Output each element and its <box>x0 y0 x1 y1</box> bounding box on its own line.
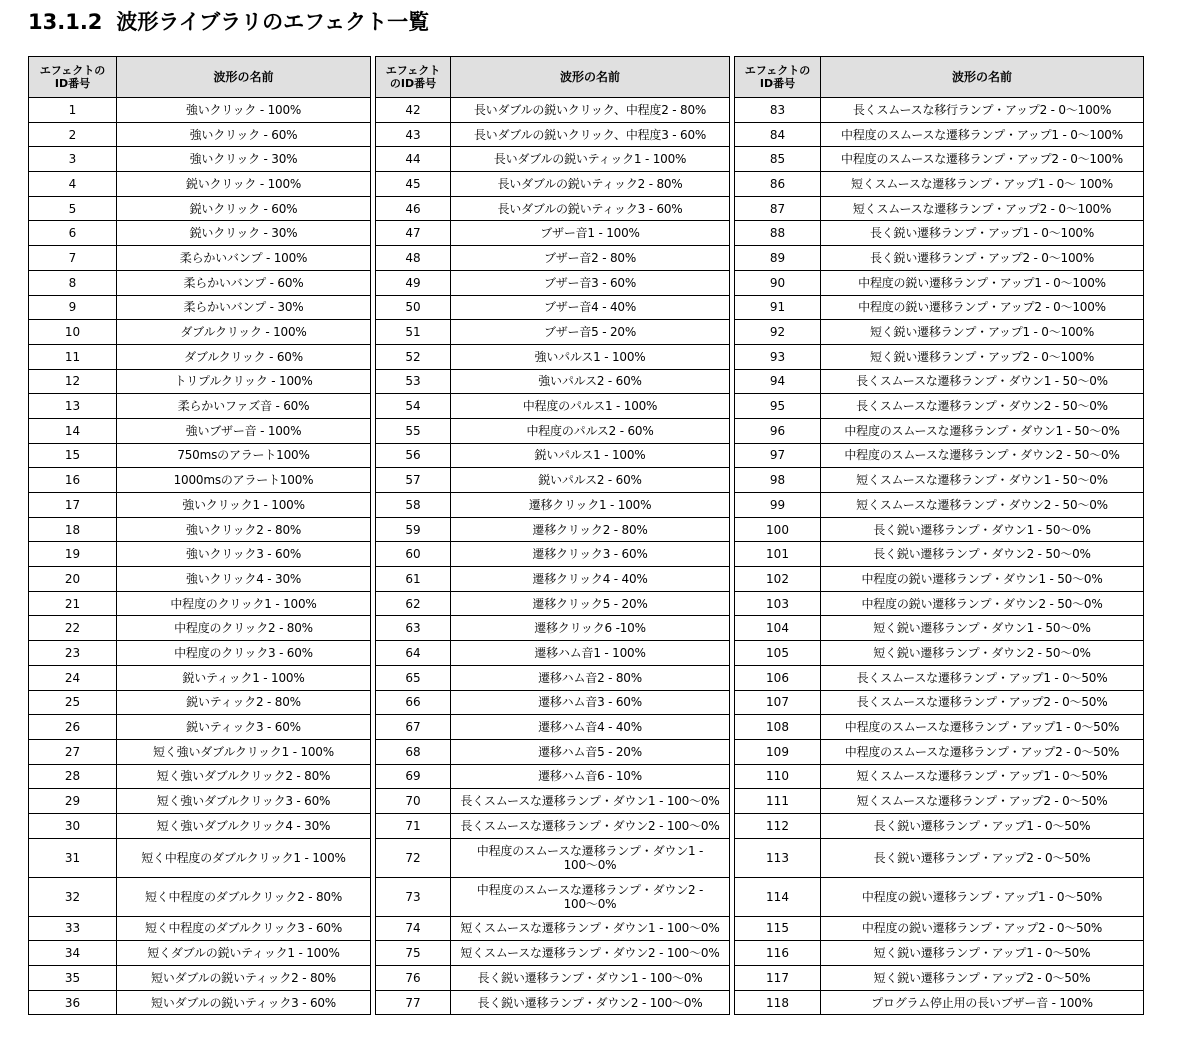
table-row <box>29 270 1144 295</box>
effect-name: 遷移ハム音3 - 60% <box>451 690 730 715</box>
effect-name: 短く鋭い遷移ランプ・アップ2 - 0～100% <box>821 344 1144 369</box>
effect-id: 91 <box>735 295 821 320</box>
table-body <box>29 98 1144 1015</box>
effect-id: 54 <box>376 394 451 419</box>
effect-id: 102 <box>735 567 821 592</box>
effect-name: 中程度のパルス1 - 100% <box>451 394 730 419</box>
effect-id: 110 <box>735 764 821 789</box>
effect-name: 鋭いティック3 - 60% <box>117 715 371 740</box>
table-row <box>29 813 1144 838</box>
effect-id: 117 <box>735 966 821 991</box>
effect-id: 48 <box>376 246 451 271</box>
effect-id: 45 <box>376 172 451 197</box>
effect-name: 長くスムースな遷移ランプ・ダウン2 - 100～0% <box>451 813 730 838</box>
effect-name: 長く鋭い遷移ランプ・ダウン1 - 50～0% <box>821 517 1144 542</box>
effect-name: 長くスムースな遷移ランプ・アップ2 - 0～50% <box>821 690 1144 715</box>
effect-id: 85 <box>735 147 821 172</box>
effect-id: 103 <box>735 591 821 616</box>
effect-name: 強いパルス2 - 60% <box>451 369 730 394</box>
effect-name: 長いダブルの鋭いクリック、中程度2 - 80% <box>451 98 730 123</box>
effect-id: 49 <box>376 270 451 295</box>
effect-id: 68 <box>376 739 451 764</box>
table-row <box>29 941 1144 966</box>
effect-id: 32 <box>29 877 117 916</box>
effect-name: 短く鋭い遷移ランプ・ダウン2 - 50～0% <box>821 641 1144 666</box>
effect-id: 87 <box>735 196 821 221</box>
effect-id: 59 <box>376 517 451 542</box>
table-row <box>29 147 1144 172</box>
effect-name: 鋭いパルス1 - 100% <box>451 443 730 468</box>
effect-name: 短くスムースな遷移ランプ・アップ2 - 0～100% <box>821 196 1144 221</box>
effect-name: 短いダブルの鋭いティック2 - 80% <box>117 966 371 991</box>
effect-id: 72 <box>376 838 451 877</box>
effect-name: 遷移ハム音2 - 80% <box>451 665 730 690</box>
effect-id: 53 <box>376 369 451 394</box>
table-row <box>29 98 1144 123</box>
effect-id: 12 <box>29 369 117 394</box>
table-row <box>29 295 1144 320</box>
effect-name: 中程度のクリック1 - 100% <box>117 591 371 616</box>
effect-name: 強いクリック4 - 30% <box>117 567 371 592</box>
effect-name: 遷移クリック1 - 100% <box>451 493 730 518</box>
effect-id: 114 <box>735 877 821 916</box>
effect-name: 鋭いクリック - 100% <box>117 172 371 197</box>
name-header: 波形の名前 <box>821 57 1144 98</box>
effect-id: 22 <box>29 616 117 641</box>
effect-id: 86 <box>735 172 821 197</box>
effect-id: 21 <box>29 591 117 616</box>
effect-name: 柔らかいファズ音 - 60% <box>117 394 371 419</box>
effect-id: 35 <box>29 966 117 991</box>
effect-id: 63 <box>376 616 451 641</box>
effect-name: 長くスムースな移行ランプ・アップ2 - 0～100% <box>821 98 1144 123</box>
effect-id: 118 <box>735 990 821 1015</box>
effect-name: 長いダブルの鋭いティック2 - 80% <box>451 172 730 197</box>
effect-name: 短くスムースな遷移ランプ・ダウン2 - 50～0% <box>821 493 1144 518</box>
effect-name: 強いクリック - 60% <box>117 122 371 147</box>
effect-name: 柔らかいバンプ - 100% <box>117 246 371 271</box>
table-row <box>29 715 1144 740</box>
table-row <box>29 916 1144 941</box>
effect-name: 強いクリック - 100% <box>117 98 371 123</box>
effect-id: 50 <box>376 295 451 320</box>
effect-name: 1000msのアラート100% <box>117 468 371 493</box>
effect-id: 71 <box>376 813 451 838</box>
effect-name: 短くスムースな遷移ランプ・アップ1 - 0～50% <box>821 764 1144 789</box>
effect-id: 26 <box>29 715 117 740</box>
effect-id: 10 <box>29 320 117 345</box>
effect-name: 遷移ハム音1 - 100% <box>451 641 730 666</box>
effect-name: 短くスムースな遷移ランプ・ダウン2 - 100～0% <box>451 941 730 966</box>
effect-name: ダブルクリック - 100% <box>117 320 371 345</box>
effect-name: 中程度のクリック2 - 80% <box>117 616 371 641</box>
table-row <box>29 246 1144 271</box>
id-header: エフェクト のID番号 <box>376 57 451 98</box>
effect-id: 83 <box>735 98 821 123</box>
effect-name: 中程度の鋭い遷移ランプ・アップ1 - 0～50% <box>821 877 1144 916</box>
effect-name: 柔らかいバンプ - 60% <box>117 270 371 295</box>
effect-name: 中程度のスムースな遷移ランプ・アップ1 - 0～100% <box>821 122 1144 147</box>
table-row <box>29 493 1144 518</box>
effect-id: 61 <box>376 567 451 592</box>
effect-name: 中程度のスムースな遷移ランプ・ダウン2 - 50～0% <box>821 443 1144 468</box>
effect-id: 24 <box>29 665 117 690</box>
effect-id: 42 <box>376 98 451 123</box>
effect-name: 鋭いティック2 - 80% <box>117 690 371 715</box>
effect-id: 43 <box>376 122 451 147</box>
effect-id: 65 <box>376 665 451 690</box>
effect-name: 強いクリック - 30% <box>117 147 371 172</box>
effect-name: 長くスムースな遷移ランプ・アップ1 - 0～50% <box>821 665 1144 690</box>
effect-id: 9 <box>29 295 117 320</box>
id-header: エフェクトの ID番号 <box>29 57 117 98</box>
table-row <box>29 468 1144 493</box>
effect-name: 短く強いダブルクリック1 - 100% <box>117 739 371 764</box>
effect-id: 17 <box>29 493 117 518</box>
table-row <box>29 517 1144 542</box>
effect-id: 84 <box>735 122 821 147</box>
effect-name: 長く鋭い遷移ランプ・ダウン1 - 100～0% <box>451 966 730 991</box>
effect-name: 中程度のクリック3 - 60% <box>117 641 371 666</box>
effect-id: 116 <box>735 941 821 966</box>
effect-id: 51 <box>376 320 451 345</box>
effect-id: 112 <box>735 813 821 838</box>
effect-name: ブザー音5 - 20% <box>451 320 730 345</box>
effect-id: 88 <box>735 221 821 246</box>
effect-id: 6 <box>29 221 117 246</box>
effect-id: 33 <box>29 916 117 941</box>
effect-name: ブザー音1 - 100% <box>451 221 730 246</box>
title-text: 波形ライブラリのエフェクト一覧 <box>116 10 430 34</box>
effect-id: 57 <box>376 468 451 493</box>
effect-name: 中程度の鋭い遷移ランプ・アップ2 - 0～50% <box>821 916 1144 941</box>
effect-name: 鋭いティック1 - 100% <box>117 665 371 690</box>
effect-id: 89 <box>735 246 821 271</box>
effect-name: 中程度のスムースな遷移ランプ・ダウン2 - 100～0% <box>451 877 730 916</box>
effect-id: 70 <box>376 789 451 814</box>
effect-id: 18 <box>29 517 117 542</box>
effect-id: 109 <box>735 739 821 764</box>
effect-name: 750msのアラート100% <box>117 443 371 468</box>
effect-name: 長いダブルの鋭いティック3 - 60% <box>451 196 730 221</box>
effect-name: 中程度のスムースな遷移ランプ・アップ2 - 0～100% <box>821 147 1144 172</box>
effect-id: 5 <box>29 196 117 221</box>
effect-name: 短くダブルの鋭いティック1 - 100% <box>117 941 371 966</box>
effect-id: 96 <box>735 418 821 443</box>
effect-name: 長くスムースな遷移ランプ・ダウン1 - 50～0% <box>821 369 1144 394</box>
effect-name: 短く中程度のダブルクリック2 - 80% <box>117 877 371 916</box>
effect-id: 47 <box>376 221 451 246</box>
effect-id: 101 <box>735 542 821 567</box>
effect-name: 長く鋭い遷移ランプ・アップ1 - 0～50% <box>821 813 1144 838</box>
effect-id: 2 <box>29 122 117 147</box>
table-row <box>29 789 1144 814</box>
table-row <box>29 172 1144 197</box>
effect-name: 遷移ハム音4 - 40% <box>451 715 730 740</box>
effect-id: 23 <box>29 641 117 666</box>
effect-id: 52 <box>376 344 451 369</box>
effect-id: 36 <box>29 990 117 1015</box>
effect-id: 97 <box>735 443 821 468</box>
effect-name: 長く鋭い遷移ランプ・アップ1 - 0～100% <box>821 221 1144 246</box>
effect-name: 短くスムースな遷移ランプ・ダウン1 - 100～0% <box>451 916 730 941</box>
effect-id: 58 <box>376 493 451 518</box>
effect-name: 中程度の鋭い遷移ランプ・アップ2 - 0～100% <box>821 295 1144 320</box>
effect-name: 短くスムースな遷移ランプ・ダウン1 - 50～0% <box>821 468 1144 493</box>
table-row <box>29 838 1144 877</box>
effect-id: 95 <box>735 394 821 419</box>
name-header: 波形の名前 <box>451 57 730 98</box>
table-row <box>29 320 1144 345</box>
effect-name: 中程度の鋭い遷移ランプ・ダウン2 - 50～0% <box>821 591 1144 616</box>
table-row <box>29 567 1144 592</box>
effect-id: 64 <box>376 641 451 666</box>
effect-name: 短く強いダブルクリック3 - 60% <box>117 789 371 814</box>
effect-id: 4 <box>29 172 117 197</box>
table-row <box>29 443 1144 468</box>
effect-id: 67 <box>376 715 451 740</box>
effect-id: 28 <box>29 764 117 789</box>
effect-name: 遷移ハム音5 - 20% <box>451 739 730 764</box>
effect-name: ブザー音4 - 40% <box>451 295 730 320</box>
effect-id: 76 <box>376 966 451 991</box>
table-row <box>29 418 1144 443</box>
effect-id: 60 <box>376 542 451 567</box>
effect-name: 強いクリック3 - 60% <box>117 542 371 567</box>
effect-name: 短く鋭い遷移ランプ・アップ1 - 0～50% <box>821 941 1144 966</box>
effect-name: 短く鋭い遷移ランプ・アップ2 - 0～50% <box>821 966 1144 991</box>
effect-id: 77 <box>376 990 451 1015</box>
effect-id: 31 <box>29 838 117 877</box>
effect-name: 柔らかいバンプ - 30% <box>117 295 371 320</box>
effect-id: 113 <box>735 838 821 877</box>
effect-id: 8 <box>29 270 117 295</box>
effect-id: 25 <box>29 690 117 715</box>
table-row <box>29 122 1144 147</box>
effect-name: 遷移クリック6 -10% <box>451 616 730 641</box>
effect-name: 長くスムースな遷移ランプ・ダウン1 - 100～0% <box>451 789 730 814</box>
effect-name: 鋭いクリック - 60% <box>117 196 371 221</box>
effect-name: 強いパルス1 - 100% <box>451 344 730 369</box>
effect-id: 99 <box>735 493 821 518</box>
table-row <box>29 344 1144 369</box>
effect-name: ブザー音3 - 60% <box>451 270 730 295</box>
effect-name: 短く強いダブルクリック2 - 80% <box>117 764 371 789</box>
effect-id: 106 <box>735 665 821 690</box>
effect-name: 中程度のパルス2 - 60% <box>451 418 730 443</box>
table-row <box>29 877 1144 916</box>
effect-id: 16 <box>29 468 117 493</box>
effects-table <box>28 56 1144 1015</box>
table-row <box>29 641 1144 666</box>
effect-name: 遷移クリック5 - 20% <box>451 591 730 616</box>
effect-name: 短く鋭い遷移ランプ・アップ1 - 0～100% <box>821 320 1144 345</box>
table-row <box>29 394 1144 419</box>
effect-id: 107 <box>735 690 821 715</box>
effect-id: 13 <box>29 394 117 419</box>
effect-id: 29 <box>29 789 117 814</box>
effect-name: 中程度のスムースな遷移ランプ・ダウン1 - 50～0% <box>821 418 1144 443</box>
table-row <box>29 966 1144 991</box>
effect-id: 74 <box>376 916 451 941</box>
effect-name: 中程度のスムースな遷移ランプ・ダウン1 - 100～0% <box>451 838 730 877</box>
effect-id: 104 <box>735 616 821 641</box>
effect-id: 34 <box>29 941 117 966</box>
table-row <box>29 616 1144 641</box>
effect-id: 44 <box>376 147 451 172</box>
effect-name: 短く強いダブルクリック4 - 30% <box>117 813 371 838</box>
effect-name: 長いダブルの鋭いクリック、中程度3 - 60% <box>451 122 730 147</box>
effect-id: 73 <box>376 877 451 916</box>
effect-name: 強いクリック1 - 100% <box>117 493 371 518</box>
effect-id: 62 <box>376 591 451 616</box>
effect-id: 11 <box>29 344 117 369</box>
effect-name: 強いクリック2 - 80% <box>117 517 371 542</box>
effect-name: 中程度の鋭い遷移ランプ・ダウン1 - 50～0% <box>821 567 1144 592</box>
effect-id: 94 <box>735 369 821 394</box>
effect-name: 鋭いパルス2 - 60% <box>451 468 730 493</box>
effect-name: 中程度のスムースな遷移ランプ・アップ1 - 0～50% <box>821 715 1144 740</box>
effect-id: 115 <box>735 916 821 941</box>
effect-name: 遷移クリック2 - 80% <box>451 517 730 542</box>
effect-name: 短く鋭い遷移ランプ・ダウン1 - 50～0% <box>821 616 1144 641</box>
effect-id: 15 <box>29 443 117 468</box>
effect-name: 遷移クリック4 - 40% <box>451 567 730 592</box>
effect-name: 長いダブルの鋭いティック1 - 100% <box>451 147 730 172</box>
effect-id: 100 <box>735 517 821 542</box>
effect-name: 中程度の鋭い遷移ランプ・アップ1 - 0～100% <box>821 270 1144 295</box>
page-title <box>28 8 429 36</box>
effect-name: 長く鋭い遷移ランプ・アップ2 - 0～50% <box>821 838 1144 877</box>
effect-id: 105 <box>735 641 821 666</box>
table-row <box>29 690 1144 715</box>
effect-name: 長くスムースな遷移ランプ・ダウン2 - 50～0% <box>821 394 1144 419</box>
effect-name: 遷移ハム音6 - 10% <box>451 764 730 789</box>
effect-name: ブザー音2 - 80% <box>451 246 730 271</box>
effect-name: 長く鋭い遷移ランプ・アップ2 - 0～100% <box>821 246 1144 271</box>
header-row <box>29 57 1144 98</box>
effect-name: プログラム停止用の長いブザー音 - 100% <box>821 990 1144 1015</box>
table-row <box>29 221 1144 246</box>
effect-id: 55 <box>376 418 451 443</box>
effect-name: 短く中程度のダブルクリック3 - 60% <box>117 916 371 941</box>
effect-id: 27 <box>29 739 117 764</box>
effect-name: ダブルクリック - 60% <box>117 344 371 369</box>
effect-name: 中程度のスムースな遷移ランプ・アップ2 - 0～50% <box>821 739 1144 764</box>
effect-id: 1 <box>29 98 117 123</box>
effect-name: 長く鋭い遷移ランプ・ダウン2 - 100～0% <box>451 990 730 1015</box>
effect-id: 7 <box>29 246 117 271</box>
effect-name: 強いブザー音 - 100% <box>117 418 371 443</box>
effect-name: 短いダブルの鋭いティック3 - 60% <box>117 990 371 1015</box>
effect-name: 短くスムースな遷移ランプ・アップ2 - 0～50% <box>821 789 1144 814</box>
table-row <box>29 196 1144 221</box>
effect-id: 108 <box>735 715 821 740</box>
effect-id: 30 <box>29 813 117 838</box>
effect-id: 98 <box>735 468 821 493</box>
effect-name: 短く中程度のダブルクリック1 - 100% <box>117 838 371 877</box>
effect-name: 長く鋭い遷移ランプ・ダウン2 - 50～0% <box>821 542 1144 567</box>
name-header: 波形の名前 <box>117 57 371 98</box>
effect-id: 111 <box>735 789 821 814</box>
effect-id: 20 <box>29 567 117 592</box>
effect-id: 19 <box>29 542 117 567</box>
table-row <box>29 591 1144 616</box>
effect-name: 短くスムースな遷移ランプ・アップ1 - 0～ 100% <box>821 172 1144 197</box>
table-row <box>29 369 1144 394</box>
effect-id: 92 <box>735 320 821 345</box>
effect-id: 69 <box>376 764 451 789</box>
table-row <box>29 990 1144 1015</box>
effect-name: トリプルクリック - 100% <box>117 369 371 394</box>
effect-id: 46 <box>376 196 451 221</box>
effect-id: 3 <box>29 147 117 172</box>
effect-id: 90 <box>735 270 821 295</box>
id-header: エフェクトの ID番号 <box>735 57 821 98</box>
effect-name: 遷移クリック3 - 60% <box>451 542 730 567</box>
table-row <box>29 665 1144 690</box>
effect-id: 66 <box>376 690 451 715</box>
table-row <box>29 739 1144 764</box>
effect-name: 鋭いクリック - 30% <box>117 221 371 246</box>
effect-id: 56 <box>376 443 451 468</box>
section-number: 13.1.2 <box>28 10 103 34</box>
effect-id: 75 <box>376 941 451 966</box>
effect-id: 14 <box>29 418 117 443</box>
table-row <box>29 542 1144 567</box>
effect-id: 93 <box>735 344 821 369</box>
table-row <box>29 764 1144 789</box>
